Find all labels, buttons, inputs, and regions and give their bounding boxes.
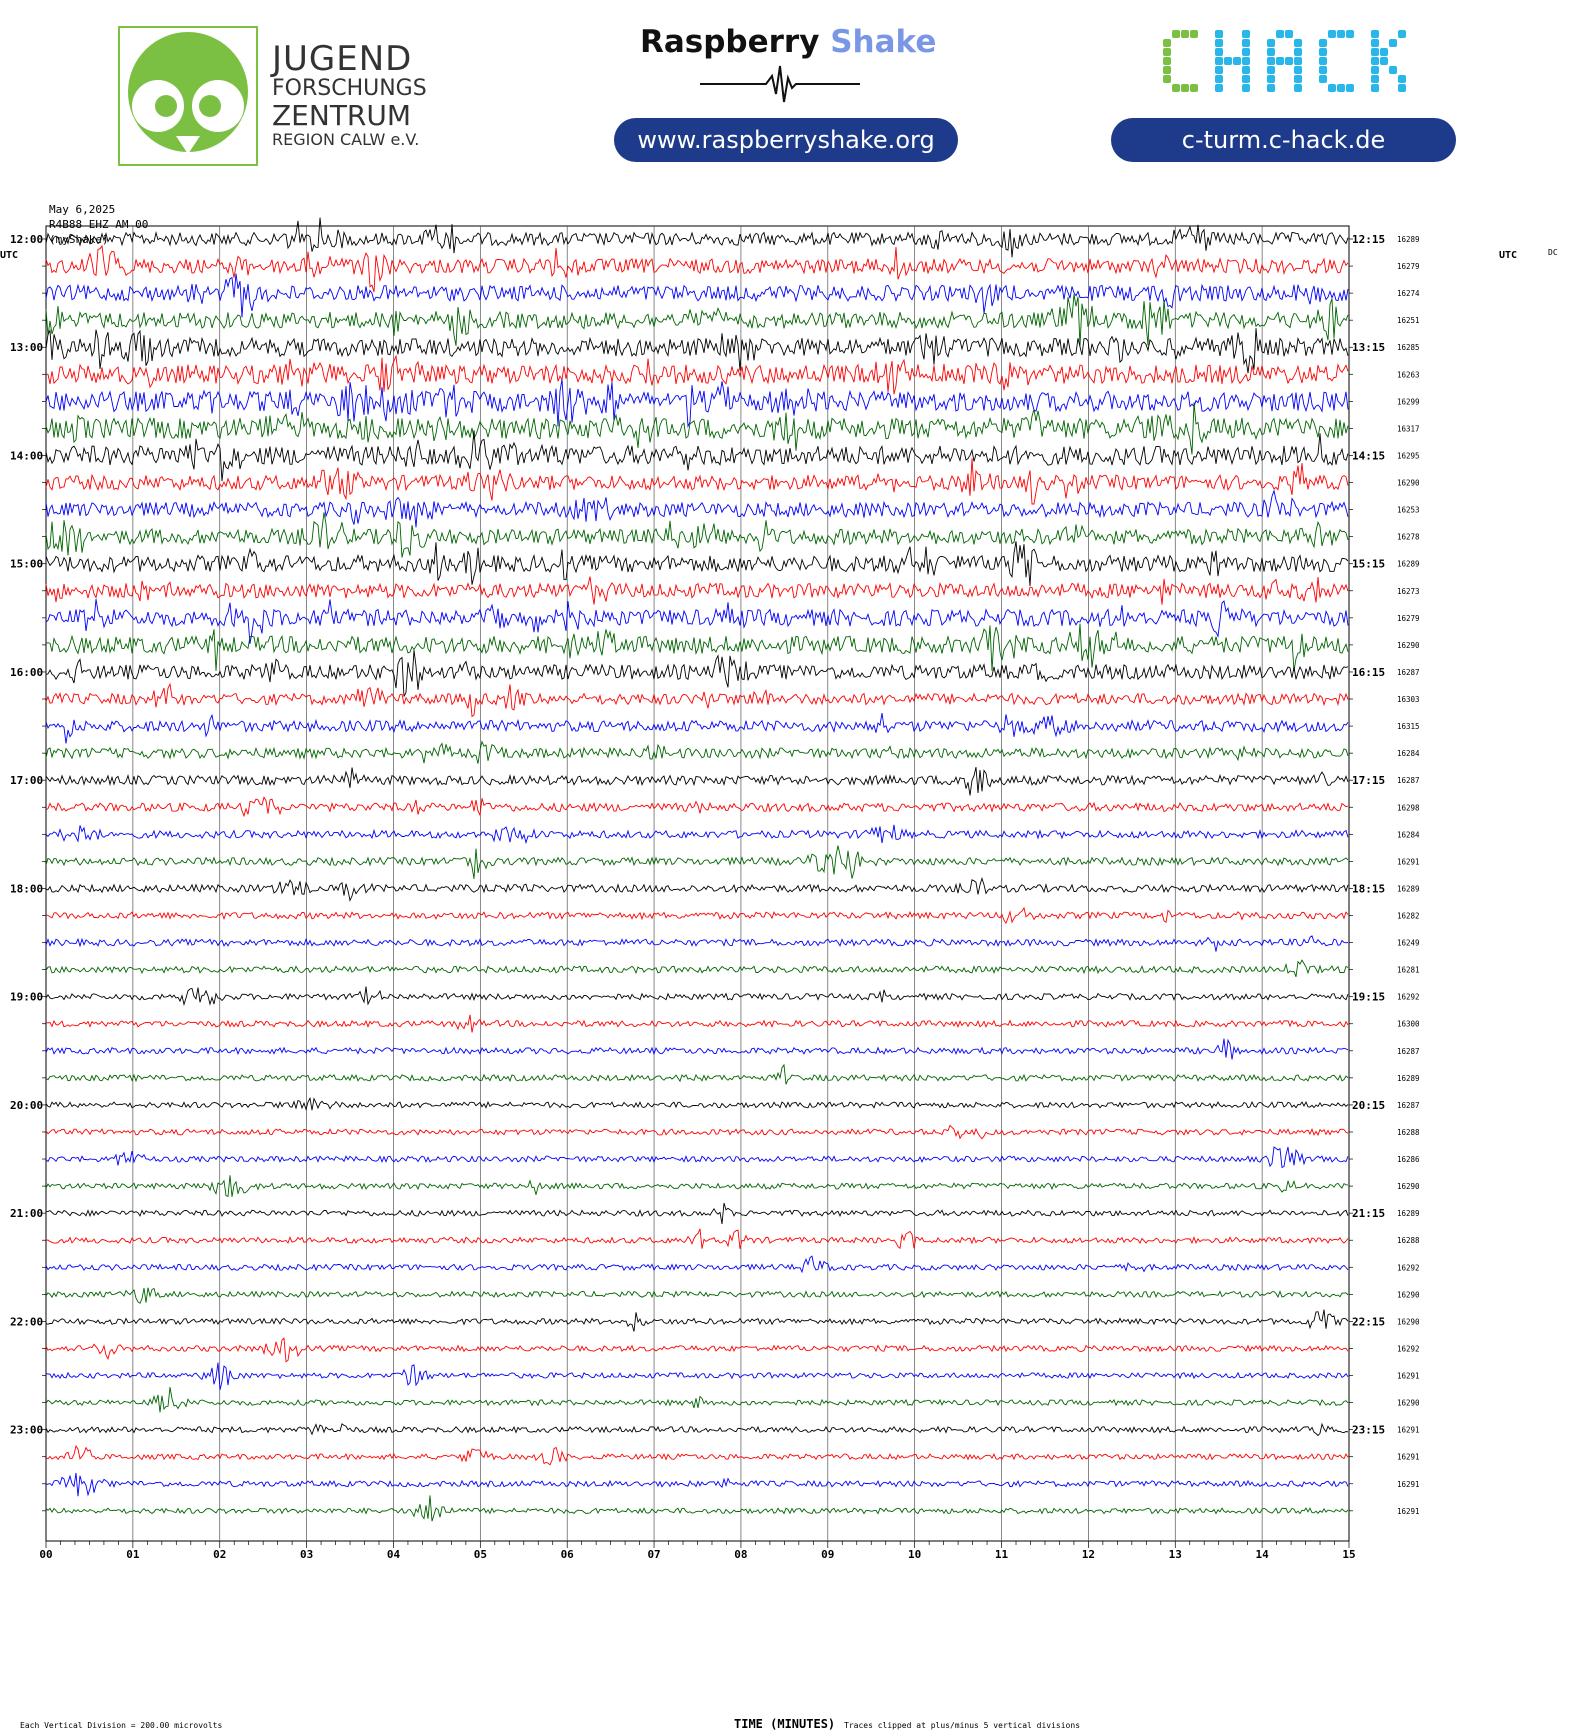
dc-offset-label: 16291	[1397, 1452, 1420, 1462]
trace-line	[46, 1065, 1348, 1084]
hour-label-left: 14:00	[10, 449, 44, 463]
chack-logo-pixel	[1215, 30, 1223, 38]
hour-label-left: 20:00	[10, 1098, 44, 1112]
trace-line	[46, 908, 1348, 923]
chack-logo-pixel	[1267, 57, 1275, 65]
trace-line	[46, 1098, 1348, 1110]
chack-logo-pixel	[1294, 57, 1302, 65]
chack-logo-pixel	[1181, 30, 1189, 38]
hour-label-left: 22:00	[10, 1315, 44, 1329]
dc-offset-label: 16303	[1397, 695, 1420, 705]
chack-logo-pixel	[1242, 66, 1250, 74]
chack-logo-pixel	[1242, 57, 1250, 65]
x-tick-label: 13	[1168, 1548, 1182, 1561]
dc-offset-label: 16300	[1397, 1019, 1420, 1029]
x-axis-label: TIME (MINUTES)	[734, 1717, 836, 1731]
x-tick-label: 07	[647, 1548, 661, 1561]
trace-line	[46, 491, 1348, 528]
org-name-line-1: JUGEND	[272, 39, 413, 79]
trace-line	[46, 1495, 1348, 1521]
dc-offset-label: 16295	[1397, 451, 1420, 461]
chack-logo-pixel	[1380, 57, 1388, 65]
hour-label-left: 21:00	[10, 1207, 44, 1221]
dc-offset-label: 16284	[1397, 749, 1420, 759]
dc-offset-label: 16317	[1397, 424, 1420, 434]
org-name-line-4: REGION CALW e.V.	[272, 130, 420, 149]
chack-logo-pixel	[1233, 57, 1241, 65]
trace-line	[46, 767, 1348, 795]
chack-logo-pixel	[1172, 30, 1180, 38]
footer-clip-note: Traces clipped at plus/minus 5 vertical divisions	[844, 1721, 1081, 1730]
dc-offset-label: 16290	[1397, 1317, 1420, 1327]
chack-logo-pixel	[1371, 75, 1379, 83]
org-name-line-2: FORSCHUNGS	[272, 76, 427, 101]
chack-logo-pixel	[1389, 66, 1397, 74]
raspberryshake-url-link[interactable]: www.raspberryshake.org	[614, 118, 958, 162]
hour-label-right: 23:15	[1352, 1423, 1386, 1437]
seismic-wave-icon	[700, 62, 860, 104]
chack-logo-pixel	[1389, 39, 1397, 47]
utc-left-header: UTC	[0, 250, 19, 261]
hour-label-right: 12:15	[1352, 233, 1386, 246]
dc-offset-label: 16288	[1397, 1127, 1420, 1137]
dc-offset-label: 16291	[1397, 1479, 1420, 1489]
helicorder-plot	[0, 200, 1570, 1732]
chack-logo-pixel	[1337, 84, 1345, 92]
chack-logo-pixel	[1163, 75, 1171, 83]
dc-offset-label: 16290	[1397, 478, 1420, 488]
trace-line	[46, 1175, 1348, 1197]
hour-label-right: 20:15	[1352, 1098, 1386, 1112]
chack-logo-pixel	[1346, 84, 1354, 92]
meta-station: R4B88 EHZ AM 00	[49, 218, 149, 231]
dc-offset-label: 16289	[1397, 235, 1420, 244]
dc-offset-label: 16288	[1397, 1236, 1420, 1246]
x-tick-label: 03	[299, 1548, 314, 1561]
trace-line	[46, 218, 1348, 258]
x-tick-label: 05	[473, 1548, 487, 1561]
hour-label-left: 18:00	[10, 882, 44, 896]
dc-offset-label: 16289	[1397, 1073, 1420, 1083]
x-tick-label: 04	[386, 1548, 401, 1561]
hour-label-right: 21:15	[1352, 1207, 1386, 1221]
dc-offset-label: 16253	[1397, 505, 1420, 515]
chack-logo-pixel	[1319, 75, 1327, 83]
footer-scale-note: Each Vertical Division = 200.00 microvolts	[20, 1721, 223, 1730]
dc-offset-label: 16290	[1397, 1182, 1420, 1192]
trace-line	[46, 541, 1348, 586]
meta-date: May 6,2025	[49, 203, 116, 216]
hour-label-right: 15:15	[1352, 557, 1386, 571]
seismic-traces	[46, 218, 1348, 1522]
dc-offset-label: 16287	[1397, 1046, 1420, 1056]
trace-line	[46, 1288, 1348, 1304]
trace-line	[46, 328, 1348, 373]
brand-word-2: Shake	[830, 24, 937, 60]
chack-logo-pixel	[1294, 66, 1302, 74]
trace-line	[46, 1387, 1348, 1412]
chack-logo-pixel	[1371, 84, 1379, 92]
dc-offset-label: 16291	[1397, 1371, 1420, 1381]
trace-line	[46, 246, 1348, 292]
chack-logo-pixel	[1215, 66, 1223, 74]
trace-line	[46, 797, 1348, 816]
x-tick-label: 09	[821, 1548, 835, 1561]
dc-offset-label: 16282	[1397, 911, 1420, 921]
trace-line	[46, 1338, 1348, 1362]
dc-offset-label: 16281	[1397, 965, 1420, 975]
x-tick-label: 15	[1342, 1548, 1356, 1561]
hour-label-right: 19:15	[1352, 990, 1386, 1004]
trace-line	[46, 1473, 1348, 1496]
chack-logo-pixel	[1328, 30, 1336, 38]
chack-logo-pixel	[1319, 39, 1327, 47]
hour-label-left: 12:00	[10, 233, 44, 246]
dc-offset-label: 16287	[1397, 667, 1420, 677]
chack-logo-pixel	[1371, 57, 1379, 65]
trace-line	[46, 624, 1348, 671]
dc-offset-label: 16286	[1397, 1155, 1420, 1165]
trace-line	[46, 1125, 1348, 1138]
x-tick-label: 10	[908, 1548, 922, 1561]
chack-logo-pixel	[1215, 57, 1223, 65]
chack-logo-pixel	[1215, 48, 1223, 56]
trace-line	[46, 577, 1348, 605]
trace-line	[46, 1310, 1348, 1332]
plot-frame	[46, 226, 1349, 1541]
dc-offset-label: 16290	[1397, 640, 1420, 650]
raspberry-shake-brand	[640, 24, 936, 60]
chack-logo-pixel	[1267, 75, 1275, 83]
hour-label-right: 17:15	[1352, 774, 1386, 788]
chack-url-link[interactable]: c-turm.c-hack.de	[1111, 118, 1456, 162]
chack-logo-pixel	[1285, 30, 1293, 38]
dc-offset-label: 16279	[1397, 613, 1420, 623]
trace-line	[46, 1256, 1348, 1272]
trace-line	[46, 650, 1348, 696]
chack-logo-pixel	[1224, 57, 1232, 65]
hour-label-right: 13:15	[1352, 341, 1386, 355]
trace-line	[46, 846, 1348, 879]
chack-logo-pixel	[1371, 39, 1379, 47]
trace-line	[46, 1446, 1348, 1465]
chack-logo-pixel	[1276, 57, 1284, 65]
chack-logo-pixel	[1163, 57, 1171, 65]
chack-logo-pixel	[1319, 57, 1327, 65]
hour-label-left: 17:00	[10, 774, 44, 788]
chack-logo-pixel	[1242, 75, 1250, 83]
chack-logo-pixel	[1398, 30, 1406, 38]
dc-offset-label: 16299	[1397, 397, 1420, 407]
dc-offset-label: 16292	[1397, 992, 1420, 1002]
chack-logo-pixel	[1267, 84, 1275, 92]
chack-logo-pixel	[1172, 84, 1180, 92]
meta-source: (myShake)	[49, 233, 109, 246]
hour-label-right: 16:15	[1352, 665, 1386, 679]
chack-logo-pixel	[1294, 84, 1302, 92]
x-tick-label: 14	[1255, 1548, 1269, 1561]
brand-word-1: Raspberry	[640, 24, 820, 60]
trace-line	[46, 960, 1348, 977]
chack-logo-pixel	[1346, 30, 1354, 38]
trace-line	[46, 742, 1348, 764]
hour-label-left: 13:00	[10, 341, 44, 355]
chack-logo-icon	[1163, 30, 1415, 96]
x-tick-label: 00	[39, 1548, 53, 1561]
dc-offset-label: 16285	[1397, 343, 1420, 353]
trace-line	[46, 684, 1348, 716]
dc-offset-label: 16278	[1397, 532, 1420, 542]
chack-logo-pixel	[1328, 84, 1336, 92]
chack-logo-pixel	[1242, 30, 1250, 38]
trace-line	[46, 1015, 1348, 1033]
chack-logo-pixel	[1294, 75, 1302, 83]
chack-logo-pixel	[1276, 30, 1284, 38]
trace-line	[46, 1363, 1348, 1391]
dc-offset-label: 16290	[1397, 1398, 1420, 1408]
chack-logo-pixel	[1319, 66, 1327, 74]
chack-logo-pixel	[1242, 39, 1250, 47]
chack-logo-pixel	[1267, 39, 1275, 47]
dc-offset-label: 16291	[1397, 1425, 1420, 1435]
hour-label-left: 23:00	[10, 1423, 44, 1437]
dc-offset-label: 16289	[1397, 559, 1420, 569]
trace-line	[46, 356, 1348, 394]
chack-logo-pixel	[1267, 48, 1275, 56]
trace-line	[46, 1039, 1348, 1060]
trace-line	[46, 825, 1348, 843]
chack-logo-pixel	[1398, 84, 1406, 92]
trace-line	[46, 987, 1348, 1005]
x-tick-label: 11	[994, 1548, 1009, 1561]
dc-offset-label: 16279	[1397, 262, 1420, 272]
chack-logo-pixel	[1215, 75, 1223, 83]
chack-logo-pixel	[1398, 75, 1406, 83]
chack-logo-pixel	[1242, 84, 1250, 92]
dc-offset-label: 16291	[1397, 1506, 1420, 1516]
trace-line	[46, 274, 1348, 318]
trace-line	[46, 512, 1348, 557]
chack-logo-pixel	[1215, 84, 1223, 92]
trace-line	[46, 936, 1348, 952]
chack-logo-pixel	[1371, 48, 1379, 56]
dc-offset-label: 16290	[1397, 1290, 1420, 1300]
trace-line	[46, 402, 1348, 454]
trace-line	[46, 879, 1348, 901]
dc-offset-label: 16263	[1397, 370, 1420, 380]
chack-logo-pixel	[1163, 39, 1171, 47]
hour-label-left: 15:00	[10, 557, 44, 571]
org-name-line-3: ZENTRUM	[272, 99, 412, 132]
chack-logo-pixel	[1294, 48, 1302, 56]
x-tick-label: 01	[126, 1548, 140, 1561]
dc-offset-label: 16274	[1397, 289, 1420, 299]
chack-logo-pixel	[1190, 84, 1198, 92]
x-tick-label: 02	[213, 1548, 227, 1561]
chack-logo-pixel	[1163, 66, 1171, 74]
dc-offset-label: 16287	[1397, 1100, 1420, 1110]
dc-offset-label: 16292	[1397, 1263, 1420, 1273]
chack-logo-pixel	[1380, 48, 1388, 56]
trace-line	[46, 1229, 1348, 1249]
dc-offset-label: 16251	[1397, 316, 1420, 326]
x-tick-label: 12	[1081, 1548, 1096, 1561]
dc-offset-label: 16298	[1397, 803, 1420, 813]
chack-logo-pixel	[1215, 39, 1223, 47]
hour-label-right: 22:15	[1352, 1315, 1386, 1329]
dc-offset-label: 16291	[1397, 857, 1420, 867]
dc-offset-label: 16284	[1397, 830, 1420, 840]
dc-offset-label: 16289	[1397, 1209, 1420, 1219]
trace-line	[46, 1203, 1348, 1224]
hour-label-left: 19:00	[10, 990, 44, 1004]
trace-line	[46, 1424, 1348, 1436]
chack-logo-pixel	[1294, 39, 1302, 47]
trace-line	[46, 430, 1348, 481]
chack-logo-pixel	[1337, 30, 1345, 38]
hour-label-left: 16:00	[10, 665, 44, 679]
dc-offset-label: 16287	[1397, 776, 1420, 786]
chack-logo-pixel	[1181, 84, 1189, 92]
dc-offset-label: 16273	[1397, 586, 1420, 596]
dc-offset-label: 16315	[1397, 722, 1420, 732]
dc-offset-label: 16289	[1397, 884, 1420, 894]
trace-line	[46, 599, 1348, 644]
chack-logo-pixel	[1267, 66, 1275, 74]
dc-header: DC	[1548, 248, 1558, 257]
chack-logo-pixel	[1242, 48, 1250, 56]
hour-label-right: 18:15	[1352, 882, 1386, 896]
chack-logo-pixel	[1371, 30, 1379, 38]
trace-line	[46, 1147, 1348, 1167]
owl-logo-icon	[118, 26, 258, 166]
chack-logo-pixel	[1285, 57, 1293, 65]
chack-logo-pixel	[1163, 48, 1171, 56]
dc-offset-label: 16292	[1397, 1344, 1420, 1354]
dc-offset-label: 16249	[1397, 938, 1420, 948]
hour-label-right: 14:15	[1352, 449, 1386, 463]
x-tick-label: 08	[734, 1548, 748, 1561]
chack-logo-pixel	[1319, 48, 1327, 56]
trace-line	[46, 713, 1348, 743]
chack-logo-pixel	[1190, 30, 1198, 38]
x-tick-label: 06	[560, 1548, 574, 1561]
utc-right-header: UTC	[1499, 250, 1518, 261]
chack-logo-pixel	[1371, 66, 1379, 74]
